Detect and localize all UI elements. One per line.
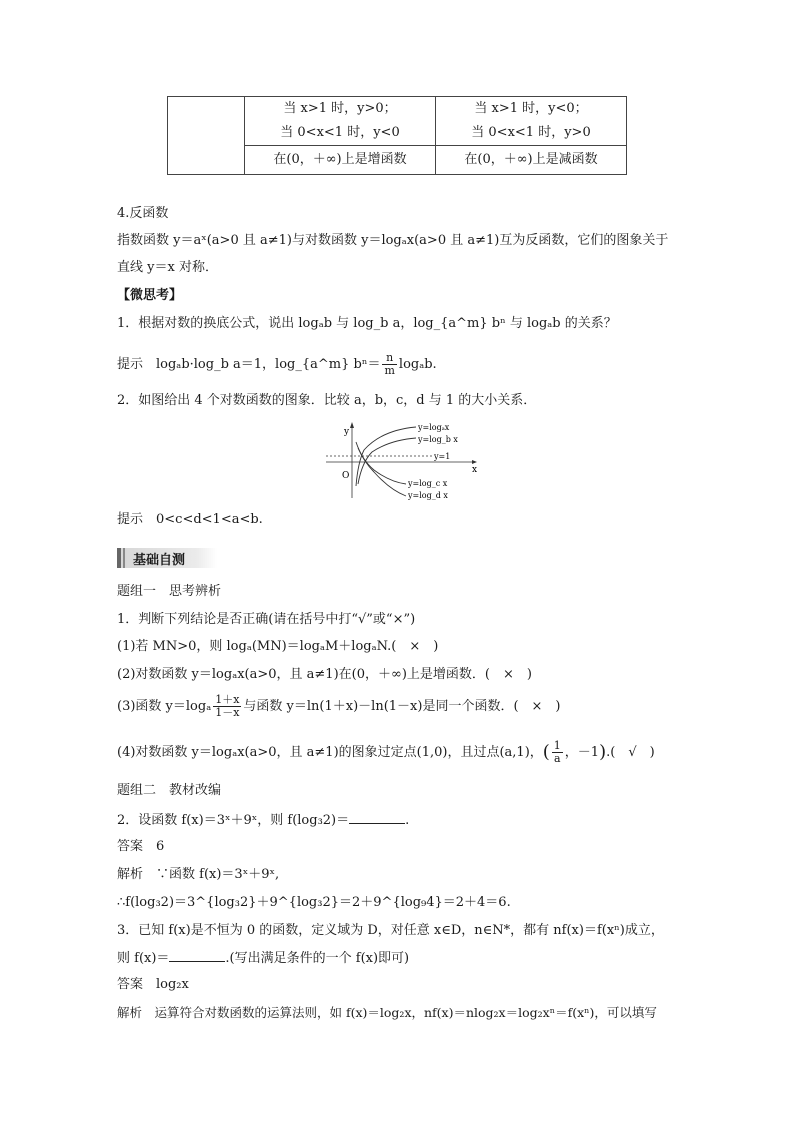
fraction <box>382 352 396 377</box>
fraction-numerator: 1 <box>553 739 561 752</box>
answer-blank[interactable] <box>349 810 405 824</box>
group1-question: 1．判断下列结论是否正确(请在括号中打“√”或“×”) <box>117 612 416 627</box>
solution-2-label: 解析 ∵函数 f(x)＝3ˣ＋9ˣ, <box>117 867 280 882</box>
question-3-line-1: 3．已知 f(x)是不恒为 0 的函数，定义域为 D，对任意 x∈D，n∈N*，都有 nf(x)＝f(xⁿ)成立， <box>117 923 664 938</box>
group2-title: 题组二 教材改编 <box>117 783 222 798</box>
question-3-text: 则 f(x)＝ <box>117 951 170 966</box>
fraction <box>213 694 241 719</box>
inverse-line-1: 指数函数 y＝aˣ(a>0 且 a≠1)与对数函数 y＝logₐx(a>0 且 a≠1)互为反函数，它们的图象关于 <box>117 233 669 248</box>
fraction <box>552 740 563 765</box>
statement-4-point: ，－1 <box>564 745 600 760</box>
section-mark <box>117 548 121 568</box>
statement-4-text: (4)对数函数 y＝logₐx(a>0，且 a≠1)的图象过定点(1,0)，且过点(a,1)， <box>117 745 543 760</box>
paren-open: ( <box>542 741 550 763</box>
cell-line: 当 x>1 时，y>0； <box>283 101 397 116</box>
inverse-line-2: 直线 y＝x 对称． <box>117 260 218 275</box>
table-cell-decreasing: 在(0，＋∞)上是减函数 <box>436 146 627 175</box>
curve-label-d: y=log_d x <box>408 491 448 500</box>
answer-blank[interactable] <box>169 948 225 962</box>
hint-text: 提示 logₐb·log_b a＝1，log_{a^m} bⁿ＝ <box>117 357 381 372</box>
statement-4-text-end: .( √ ) <box>606 745 655 760</box>
think-hint-1 <box>117 352 437 377</box>
statement-1: (1)若 MN>0，则 logₐ(MN)＝logₐM＋logₐN.( × ) <box>117 639 439 654</box>
x-axis-arrow <box>472 460 477 464</box>
question-2-end: . <box>405 813 410 828</box>
origin-label: O <box>342 471 350 481</box>
y-axis-label: y <box>344 427 350 437</box>
x-axis-label: x <box>472 465 478 475</box>
table-cell-base-lt1-values <box>436 97 627 146</box>
section-mark-thin <box>123 548 125 568</box>
curve-log-b <box>358 438 416 484</box>
paren-close: ) <box>599 741 607 763</box>
statement-3-text-end: 与函数 y＝ln(1＋x)－ln(1－x)是同一个函数．( × ) <box>243 699 561 714</box>
table-cell-increasing: 在(0，＋∞)上是增函数 <box>245 146 436 175</box>
think-heading: 【微思考】 <box>117 288 183 303</box>
fraction-denominator: m <box>384 364 395 377</box>
statement-3-text: (3)函数 y＝logₐ <box>117 699 212 714</box>
cell-line: 当 0<x<1 时，y<0 <box>280 125 400 140</box>
fraction-denominator: a <box>554 752 561 765</box>
think-hint-2: 提示 0<c<d<1<a<b. <box>117 512 263 527</box>
statement-3 <box>117 694 561 719</box>
statement-4 <box>117 740 655 765</box>
section-title: 基础自测 <box>133 553 186 568</box>
fraction-numerator: n <box>382 352 396 365</box>
question-3-line-2 <box>117 948 409 968</box>
section-header <box>117 548 217 568</box>
solution-2-line: ∴f(log₃2)＝3^{log₃2}＋9^{log₃2}＝2＋9^{log₉4}＝2＋4＝6. <box>117 895 511 910</box>
think-question-2: 2．如图给出 4 个对数函数的图象．比较 a，b，c，d 与 1 的大小关系． <box>117 393 537 408</box>
curve-label-a: y=logₐx <box>418 423 450 432</box>
answer-3: 答案 log₂x <box>117 977 189 992</box>
think-question-1: 1．根据对数的换底公式，说出 logₐb 与 log_b a，log_{a^m} bⁿ 与 logₐb 的关系？ <box>117 316 617 331</box>
line-label-y1: y=1 <box>434 452 451 461</box>
cell-line: 当 0<x<1 时，y>0 <box>471 125 591 140</box>
hint-text-end: logₐb. <box>398 357 437 372</box>
solution-3: 解析 运算符合对数函数的运算法则，如 f(x)＝log₂x，nf(x)＝nlog₂x＝log₂xⁿ＝f(xⁿ)，可以填写 <box>117 1005 657 1020</box>
question-2 <box>117 810 409 830</box>
curve-log-d <box>358 448 406 496</box>
inverse-heading: 4.反函数 <box>117 206 169 221</box>
log-properties-table <box>167 96 627 175</box>
fraction-numerator: 1＋x <box>215 693 240 706</box>
table-cell-base-gt1-values <box>245 97 436 146</box>
curve-label-b: y=log_b x <box>418 435 458 444</box>
y-axis-arrow <box>350 422 354 428</box>
question-2-text: 2．设函数 f(x)＝3ˣ＋9ˣ，则 f(log₃2)＝ <box>117 813 350 828</box>
fraction-denominator: 1－x <box>215 706 240 719</box>
answer-2: 答案 6 <box>117 839 165 854</box>
curve-label-c: y=log_c x <box>408 479 448 488</box>
cell-line: 当 x>1 时，y<0； <box>474 101 588 116</box>
group1-title: 题组一 思考辨析 <box>117 584 222 599</box>
question-3-text-end: .(写出满足条件的一个 f(x)即可) <box>225 951 410 966</box>
statement-2: (2)对数函数 y＝logₐx(a>0，且 a≠1)在(0，＋∞)上是增函数．( × ) <box>117 667 532 682</box>
table-empty-cell <box>168 97 245 175</box>
log-functions-graph <box>322 420 482 500</box>
curve-log-c <box>356 442 406 484</box>
